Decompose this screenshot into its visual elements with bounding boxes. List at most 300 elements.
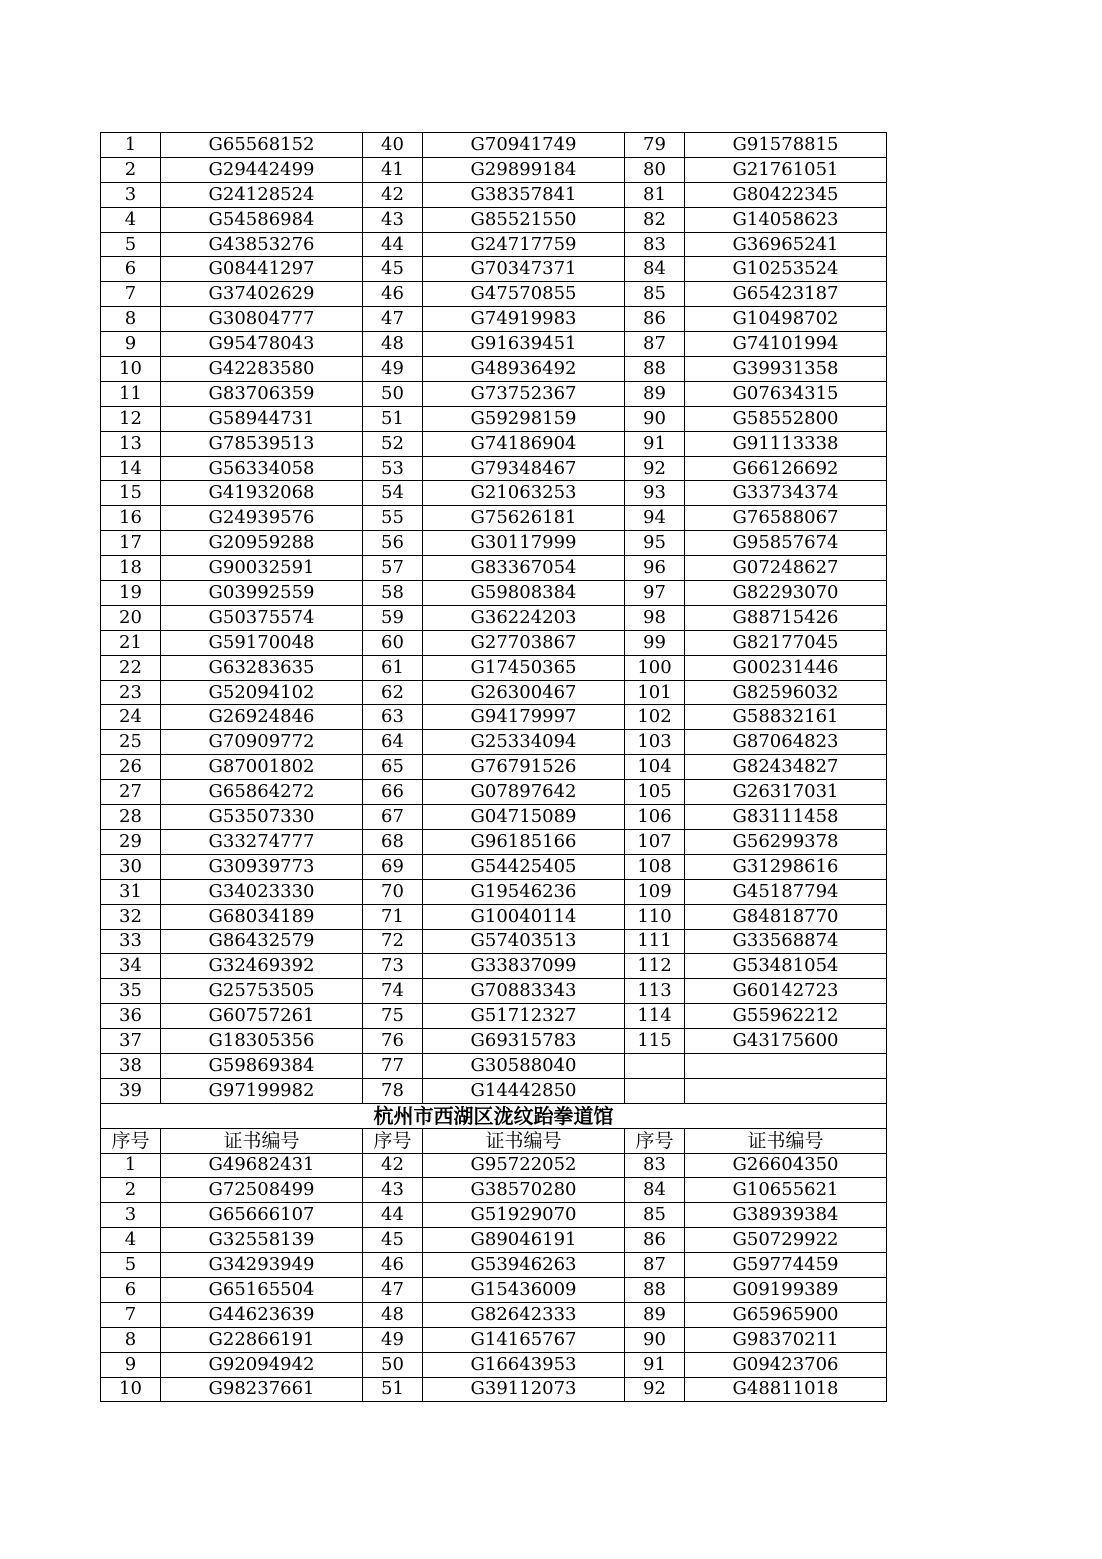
serial-number-cell: 35 xyxy=(101,979,161,1004)
certificate-number-cell: G51929070 xyxy=(423,1203,625,1228)
serial-number-cell: 45 xyxy=(363,257,423,282)
serial-number-cell: 30 xyxy=(101,854,161,879)
serial-number-cell: 93 xyxy=(625,481,685,506)
certificate-number-cell: G30117999 xyxy=(423,531,625,556)
certificate-number-cell: G24717759 xyxy=(423,232,625,257)
certificate-number-cell: G29899184 xyxy=(423,157,625,182)
certificate-number-cell: G27703867 xyxy=(423,630,625,655)
certificate-number-cell: G87064823 xyxy=(685,730,887,755)
certificate-number-cell: G19546236 xyxy=(423,879,625,904)
certificate-number-cell: G48936492 xyxy=(423,357,625,382)
certificate-number-cell: G33837099 xyxy=(423,954,625,979)
serial-number-cell: 19 xyxy=(101,581,161,606)
certificate-number-cell: G17450365 xyxy=(423,655,625,680)
serial-number-cell: 68 xyxy=(363,829,423,854)
serial-number-cell: 86 xyxy=(625,1228,685,1253)
table-row xyxy=(101,655,887,680)
certificate-number-cell: G16643953 xyxy=(423,1352,625,1377)
certificate-number-cell: G65165504 xyxy=(161,1277,363,1302)
serial-number-cell: 64 xyxy=(363,730,423,755)
serial-number-cell: 11 xyxy=(101,381,161,406)
certificate-number-cell: G52094102 xyxy=(161,680,363,705)
serial-number-cell: 27 xyxy=(101,780,161,805)
serial-number-cell: 78 xyxy=(363,1078,423,1103)
table-row xyxy=(101,854,887,879)
serial-number-cell: 111 xyxy=(625,929,685,954)
serial-number-cell: 106 xyxy=(625,805,685,830)
certificate-number-cell: G26924846 xyxy=(161,705,363,730)
certificate-number-cell: G74101994 xyxy=(685,332,887,357)
serial-number-cell: 54 xyxy=(363,481,423,506)
serial-number-cell: 46 xyxy=(363,282,423,307)
table-row xyxy=(101,1277,887,1302)
certificate-number-cell: G48811018 xyxy=(685,1377,887,1402)
serial-number-cell: 65 xyxy=(363,755,423,780)
serial-number-cell: 2 xyxy=(101,157,161,182)
table-row xyxy=(101,605,887,630)
table-row xyxy=(101,829,887,854)
certificate-number-cell: G95857674 xyxy=(685,531,887,556)
serial-number-cell: 2 xyxy=(101,1178,161,1203)
certificate-number-cell: G55962212 xyxy=(685,1004,887,1029)
serial-number-cell: 77 xyxy=(363,1053,423,1078)
certificate-number-cell: G33568874 xyxy=(685,929,887,954)
table-row xyxy=(101,207,887,232)
serial-number-cell: 70 xyxy=(363,879,423,904)
serial-number-cell: 51 xyxy=(363,406,423,431)
serial-number-cell: 47 xyxy=(363,307,423,332)
certificate-number-cell: G65568152 xyxy=(161,133,363,158)
serial-number-cell: 42 xyxy=(363,182,423,207)
certificate-number-cell: G75626181 xyxy=(423,506,625,531)
serial-number-cell: 110 xyxy=(625,904,685,929)
serial-number-cell: 112 xyxy=(625,954,685,979)
serial-number-cell: 7 xyxy=(101,282,161,307)
certificate-number-cell: G53507330 xyxy=(161,805,363,830)
certificate-number-cell: G50729922 xyxy=(685,1228,887,1253)
serial-number-cell: 87 xyxy=(625,332,685,357)
table-row xyxy=(101,730,887,755)
serial-number-cell: 91 xyxy=(625,1352,685,1377)
table-row xyxy=(101,182,887,207)
serial-number-cell: 96 xyxy=(625,556,685,581)
table-row xyxy=(101,879,887,904)
certificate-number-cell: G98370211 xyxy=(685,1327,887,1352)
certificate-number-cell: G30804777 xyxy=(161,307,363,332)
certificate-number-cell: G10655621 xyxy=(685,1178,887,1203)
serial-number-cell: 108 xyxy=(625,854,685,879)
table-row xyxy=(101,1178,887,1203)
certificate-number-cell: G58944731 xyxy=(161,406,363,431)
section-title: 杭州市西湖区泷纹跆拳道馆 xyxy=(101,1103,887,1128)
serial-number-cell: 98 xyxy=(625,605,685,630)
serial-number-cell: 10 xyxy=(101,1377,161,1402)
header-certificate-number: 证书编号 xyxy=(423,1128,625,1153)
certificate-number-cell: G65423187 xyxy=(685,282,887,307)
certificate-number-cell: G36965241 xyxy=(685,232,887,257)
certificate-number-cell: G66126692 xyxy=(685,456,887,481)
certificate-number-cell: G53946263 xyxy=(423,1253,625,1278)
serial-number-cell: 13 xyxy=(101,431,161,456)
serial-number-cell: 99 xyxy=(625,630,685,655)
certificate-number-cell: G82596032 xyxy=(685,680,887,705)
serial-number-cell: 102 xyxy=(625,705,685,730)
table-row xyxy=(101,979,887,1004)
certificate-number-cell: G22866191 xyxy=(161,1327,363,1352)
certificate-number-cell: G37402629 xyxy=(161,282,363,307)
header-certificate-number: 证书编号 xyxy=(685,1128,887,1153)
serial-number-cell: 101 xyxy=(625,680,685,705)
serial-number-cell: 51 xyxy=(363,1377,423,1402)
serial-number-cell: 85 xyxy=(625,1203,685,1228)
certificate-number-cell: G76588067 xyxy=(685,506,887,531)
serial-number-cell: 95 xyxy=(625,531,685,556)
certificate-number-cell: G60142723 xyxy=(685,979,887,1004)
table-row xyxy=(101,954,887,979)
serial-number-cell: 16 xyxy=(101,506,161,531)
certificate-number-cell: G65864272 xyxy=(161,780,363,805)
certificate-number-cell: G59774459 xyxy=(685,1253,887,1278)
certificate-number-cell: G70909772 xyxy=(161,730,363,755)
certificate-number-cell: G10253524 xyxy=(685,257,887,282)
certificate-number-cell: G43853276 xyxy=(161,232,363,257)
table-row xyxy=(101,1203,887,1228)
certificate-number-cell: G72508499 xyxy=(161,1178,363,1203)
header-serial-number: 序号 xyxy=(363,1128,423,1153)
serial-number-cell: 15 xyxy=(101,481,161,506)
certificate-number-cell: G07248627 xyxy=(685,556,887,581)
certificate-number-cell: G74919983 xyxy=(423,307,625,332)
serial-number-cell: 114 xyxy=(625,1004,685,1029)
table-row xyxy=(101,1253,887,1278)
serial-number-cell: 90 xyxy=(625,406,685,431)
serial-number-cell: 66 xyxy=(363,780,423,805)
serial-number-cell: 44 xyxy=(363,232,423,257)
certificate-number-cell: G80422345 xyxy=(685,182,887,207)
serial-number-cell: 69 xyxy=(363,854,423,879)
serial-number-cell: 83 xyxy=(625,232,685,257)
serial-number-cell: 90 xyxy=(625,1327,685,1352)
certificate-number-cell: G03992559 xyxy=(161,581,363,606)
table-row xyxy=(101,1029,887,1054)
serial-number-cell: 72 xyxy=(363,929,423,954)
serial-number-cell: 28 xyxy=(101,805,161,830)
certificate-number-cell: G24939576 xyxy=(161,506,363,531)
certificate-number-cell: G32558139 xyxy=(161,1228,363,1253)
certificate-number-cell: G68034189 xyxy=(161,904,363,929)
table-row xyxy=(101,680,887,705)
serial-number-cell: 80 xyxy=(625,157,685,182)
serial-number-cell: 67 xyxy=(363,805,423,830)
certificate-number-cell: G07897642 xyxy=(423,780,625,805)
certificate-number-cell: G08441297 xyxy=(161,257,363,282)
table-row xyxy=(101,481,887,506)
serial-number-cell: 8 xyxy=(101,1327,161,1352)
header-serial-number: 序号 xyxy=(101,1128,161,1153)
certificate-number-cell: G07634315 xyxy=(685,381,887,406)
serial-number-cell: 45 xyxy=(363,1228,423,1253)
serial-number-cell: 38 xyxy=(101,1053,161,1078)
section-title-row xyxy=(101,1103,887,1128)
certificate-number-cell: G59298159 xyxy=(423,406,625,431)
certificate-number-cell: G38570280 xyxy=(423,1178,625,1203)
table-row xyxy=(101,1302,887,1327)
certificate-number-cell: G38939384 xyxy=(685,1203,887,1228)
table-row xyxy=(101,581,887,606)
serial-number-cell: 55 xyxy=(363,506,423,531)
serial-number-cell: 42 xyxy=(363,1153,423,1178)
serial-number-cell: 73 xyxy=(363,954,423,979)
certificate-number-cell: G83367054 xyxy=(423,556,625,581)
certificate-number-cell: G38357841 xyxy=(423,182,625,207)
serial-number-cell: 33 xyxy=(101,929,161,954)
serial-number-cell: 5 xyxy=(101,232,161,257)
serial-number-cell: 60 xyxy=(363,630,423,655)
column-header-row xyxy=(101,1128,887,1153)
certificate-number-cell: G43175600 xyxy=(685,1029,887,1054)
table-row xyxy=(101,1004,887,1029)
certificate-number-cell: G32469392 xyxy=(161,954,363,979)
certificate-number-cell: G70347371 xyxy=(423,257,625,282)
table-row xyxy=(101,381,887,406)
serial-number-cell: 85 xyxy=(625,282,685,307)
certificate-number-cell: G87001802 xyxy=(161,755,363,780)
serial-number-cell: 26 xyxy=(101,755,161,780)
serial-number-cell: 91 xyxy=(625,431,685,456)
serial-number-cell: 44 xyxy=(363,1203,423,1228)
serial-number-cell: 49 xyxy=(363,357,423,382)
serial-number-cell: 17 xyxy=(101,531,161,556)
table-row xyxy=(101,705,887,730)
certificate-number-cell: G84818770 xyxy=(685,904,887,929)
certificate-number-cell: G91578815 xyxy=(685,133,887,158)
table-row xyxy=(101,531,887,556)
certificate-number-cell: G49682431 xyxy=(161,1153,363,1178)
table-row xyxy=(101,282,887,307)
table-row xyxy=(101,1327,887,1352)
certificate-number-cell: G63283635 xyxy=(161,655,363,680)
certificate-number-cell: G78539513 xyxy=(161,431,363,456)
certificate-number-cell: G14058623 xyxy=(685,207,887,232)
serial-number-cell: 6 xyxy=(101,257,161,282)
certificate-number-cell: G10040114 xyxy=(423,904,625,929)
certificate-number-cell: G57403513 xyxy=(423,929,625,954)
serial-number-cell: 53 xyxy=(363,456,423,481)
serial-number-cell: 8 xyxy=(101,307,161,332)
serial-number-cell: 9 xyxy=(101,332,161,357)
certificate-number-cell: G51712327 xyxy=(423,1004,625,1029)
serial-number-cell: 32 xyxy=(101,904,161,929)
table-row xyxy=(101,630,887,655)
certificate-number-cell: G26300467 xyxy=(423,680,625,705)
serial-number-cell: 29 xyxy=(101,829,161,854)
certificate-number-cell: G95722052 xyxy=(423,1153,625,1178)
certificate-number-cell: G54586984 xyxy=(161,207,363,232)
table-row xyxy=(101,357,887,382)
serial-number-cell: 57 xyxy=(363,556,423,581)
certificate-number-cell: G82177045 xyxy=(685,630,887,655)
serial-number-cell: 61 xyxy=(363,655,423,680)
serial-number-cell: 12 xyxy=(101,406,161,431)
serial-number-cell: 24 xyxy=(101,705,161,730)
serial-number-cell: 109 xyxy=(625,879,685,904)
certificate-number-cell: G73752367 xyxy=(423,381,625,406)
certificate-number-cell xyxy=(685,1078,887,1103)
certificate-number-cell: G91113338 xyxy=(685,431,887,456)
certificate-number-cell: G76791526 xyxy=(423,755,625,780)
serial-number-cell: 9 xyxy=(101,1352,161,1377)
table-row xyxy=(101,1053,887,1078)
certificate-number-cell: G82293070 xyxy=(685,581,887,606)
serial-number-cell: 74 xyxy=(363,979,423,1004)
certificate-number-cell: G92094942 xyxy=(161,1352,363,1377)
serial-number-cell: 41 xyxy=(363,157,423,182)
certificate-number-cell: G45187794 xyxy=(685,879,887,904)
serial-number-cell: 10 xyxy=(101,357,161,382)
table-row xyxy=(101,929,887,954)
certificate-number-cell: G91639451 xyxy=(423,332,625,357)
serial-number-cell: 86 xyxy=(625,307,685,332)
table-row xyxy=(101,1078,887,1103)
certificate-number-cell: G18305356 xyxy=(161,1029,363,1054)
serial-number-cell: 76 xyxy=(363,1029,423,1054)
serial-number-cell: 40 xyxy=(363,133,423,158)
table-row xyxy=(101,1377,887,1402)
serial-number-cell: 37 xyxy=(101,1029,161,1054)
serial-number-cell: 81 xyxy=(625,182,685,207)
serial-number-cell: 105 xyxy=(625,780,685,805)
serial-number-cell: 94 xyxy=(625,506,685,531)
certificate-number-cell: G26604350 xyxy=(685,1153,887,1178)
certificate-number-cell: G70941749 xyxy=(423,133,625,158)
certificate-number-cell: G69315783 xyxy=(423,1029,625,1054)
certificate-number-cell: G59869384 xyxy=(161,1053,363,1078)
serial-number-cell: 22 xyxy=(101,655,161,680)
certificate-number-cell: G95478043 xyxy=(161,332,363,357)
table-row xyxy=(101,1228,887,1253)
serial-number-cell: 107 xyxy=(625,829,685,854)
serial-number-cell: 39 xyxy=(101,1078,161,1103)
certificate-number-cell: G41932068 xyxy=(161,481,363,506)
serial-number-cell: 48 xyxy=(363,1302,423,1327)
certificate-number-cell: G20959288 xyxy=(161,531,363,556)
certificate-number-cell: G83111458 xyxy=(685,805,887,830)
certificate-number-cell: G30588040 xyxy=(423,1053,625,1078)
serial-number-cell xyxy=(625,1053,685,1078)
certificate-number-cell: G36224203 xyxy=(423,605,625,630)
serial-number-cell: 58 xyxy=(363,581,423,606)
certificate-number-cell: G10498702 xyxy=(685,307,887,332)
serial-number-cell: 75 xyxy=(363,1004,423,1029)
certificate-number-cell: G79348467 xyxy=(423,456,625,481)
serial-number-cell: 5 xyxy=(101,1253,161,1278)
certificate-number-cell: G42283580 xyxy=(161,357,363,382)
certificate-number-cell: G30939773 xyxy=(161,854,363,879)
certificate-number-cell: G21063253 xyxy=(423,481,625,506)
certificate-number-cell: G04715089 xyxy=(423,805,625,830)
certificate-number-cell: G33734374 xyxy=(685,481,887,506)
certificate-number-cell: G25334094 xyxy=(423,730,625,755)
serial-number-cell: 4 xyxy=(101,1228,161,1253)
certificate-number-cell: G24128524 xyxy=(161,182,363,207)
serial-number-cell: 4 xyxy=(101,207,161,232)
table-row xyxy=(101,755,887,780)
table-row xyxy=(101,332,887,357)
certificate-number-cell: G86432579 xyxy=(161,929,363,954)
serial-number-cell: 113 xyxy=(625,979,685,1004)
certificate-number-cell: G29442499 xyxy=(161,157,363,182)
certificate-number-cell: G82642333 xyxy=(423,1302,625,1327)
certificate-number-cell: G59170048 xyxy=(161,630,363,655)
certificate-table xyxy=(100,132,887,1402)
certificate-number-cell: G34023330 xyxy=(161,879,363,904)
serial-number-cell: 43 xyxy=(363,207,423,232)
serial-number-cell: 59 xyxy=(363,605,423,630)
serial-number-cell: 23 xyxy=(101,680,161,705)
serial-number-cell: 36 xyxy=(101,1004,161,1029)
serial-number-cell: 115 xyxy=(625,1029,685,1054)
certificate-number-cell: G09423706 xyxy=(685,1352,887,1377)
certificate-number-cell: G54425405 xyxy=(423,854,625,879)
certificate-number-cell xyxy=(685,1053,887,1078)
table-row xyxy=(101,406,887,431)
certificate-number-cell: G53481054 xyxy=(685,954,887,979)
certificate-number-cell: G94179997 xyxy=(423,705,625,730)
serial-number-cell: 97 xyxy=(625,581,685,606)
serial-number-cell: 82 xyxy=(625,207,685,232)
certificate-number-cell: G65666107 xyxy=(161,1203,363,1228)
serial-number-cell: 103 xyxy=(625,730,685,755)
table-row xyxy=(101,456,887,481)
table-row xyxy=(101,780,887,805)
serial-number-cell: 89 xyxy=(625,1302,685,1327)
table-row xyxy=(101,1153,887,1178)
serial-number-cell: 88 xyxy=(625,357,685,382)
serial-number-cell: 14 xyxy=(101,456,161,481)
serial-number-cell: 3 xyxy=(101,182,161,207)
serial-number-cell: 87 xyxy=(625,1253,685,1278)
certificate-number-cell: G31298616 xyxy=(685,854,887,879)
certificate-number-cell: G00231446 xyxy=(685,655,887,680)
serial-number-cell: 49 xyxy=(363,1327,423,1352)
serial-number-cell: 21 xyxy=(101,630,161,655)
serial-number-cell: 100 xyxy=(625,655,685,680)
table-row xyxy=(101,904,887,929)
table-body xyxy=(101,133,887,1402)
table-row xyxy=(101,157,887,182)
certificate-number-cell: G65965900 xyxy=(685,1302,887,1327)
certificate-number-cell: G89046191 xyxy=(423,1228,625,1253)
serial-number-cell: 31 xyxy=(101,879,161,904)
certificate-number-cell: G58552800 xyxy=(685,406,887,431)
serial-number-cell: 62 xyxy=(363,680,423,705)
table-row xyxy=(101,506,887,531)
table-row xyxy=(101,556,887,581)
serial-number-cell: 3 xyxy=(101,1203,161,1228)
certificate-number-cell: G39112073 xyxy=(423,1377,625,1402)
serial-number-cell: 52 xyxy=(363,431,423,456)
certificate-number-cell: G58832161 xyxy=(685,705,887,730)
serial-number-cell: 6 xyxy=(101,1277,161,1302)
serial-number-cell: 92 xyxy=(625,1377,685,1402)
certificate-number-cell: G88715426 xyxy=(685,605,887,630)
table-row xyxy=(101,1352,887,1377)
serial-number-cell: 25 xyxy=(101,730,161,755)
certificate-number-cell: G47570855 xyxy=(423,282,625,307)
serial-number-cell: 48 xyxy=(363,332,423,357)
serial-number-cell: 20 xyxy=(101,605,161,630)
certificate-number-cell: G14165767 xyxy=(423,1327,625,1352)
